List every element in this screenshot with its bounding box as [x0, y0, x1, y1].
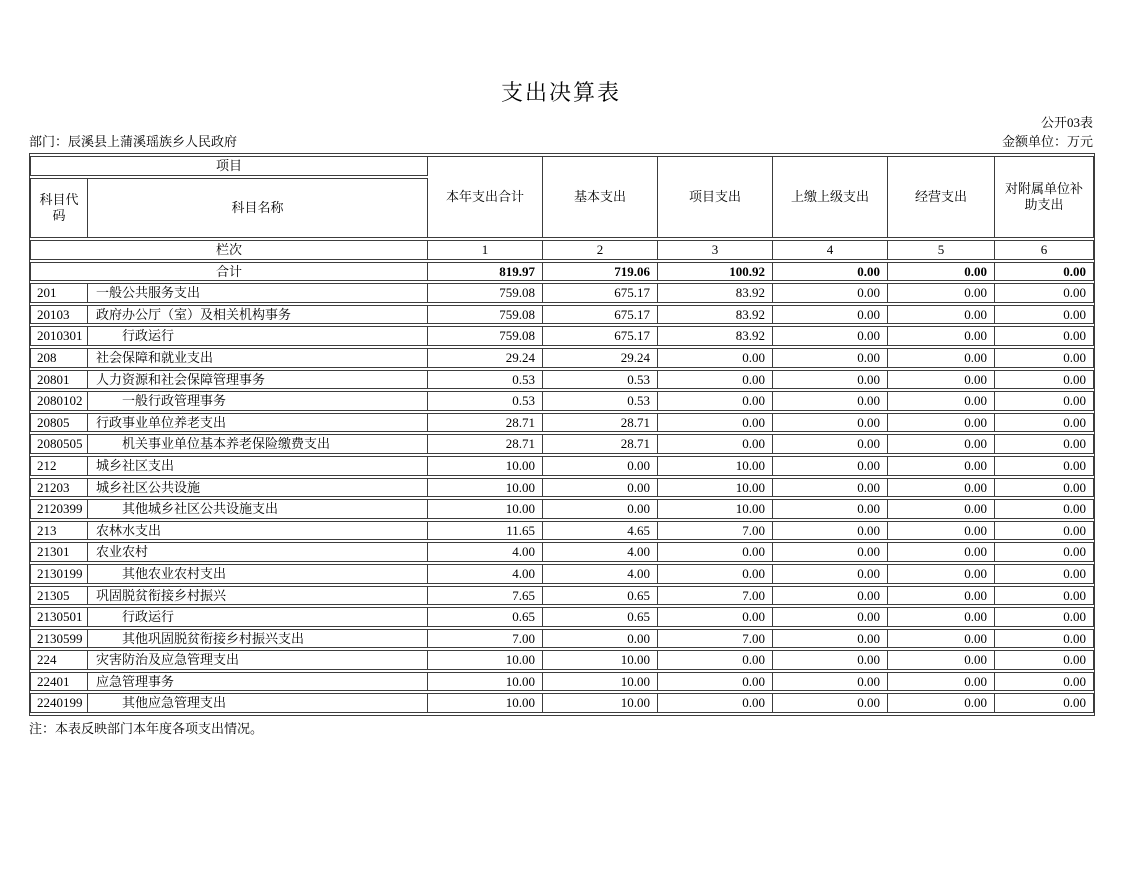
column-index-row	[30, 240, 1094, 260]
expenditure-table	[29, 153, 1095, 716]
amount-subsidy: 0.00	[995, 650, 1094, 670]
amount-basic: 4.00	[543, 564, 658, 584]
subject-name: 农业农村	[88, 542, 428, 562]
table-row	[30, 586, 1094, 606]
subject-code: 2120399	[30, 499, 88, 519]
amount-operating: 0.00	[888, 564, 995, 584]
amount-operating: 0.00	[888, 305, 995, 325]
lanci-4: 4	[773, 240, 888, 260]
amount-upper: 0.00	[773, 456, 888, 476]
amount-total: 0.65	[428, 607, 543, 627]
amount-operating: 0.00	[888, 370, 995, 390]
table-body	[30, 283, 1094, 713]
total-amount-operating: 0.00	[888, 262, 995, 282]
amount-subsidy: 0.00	[995, 542, 1094, 562]
amount-total: 10.00	[428, 478, 543, 498]
unit-label: 金额单位：万元	[1001, 134, 1093, 149]
amount-project: 0.00	[658, 650, 773, 670]
amount-subsidy: 0.00	[995, 629, 1094, 649]
amount-upper: 0.00	[773, 672, 888, 692]
subject-code: 201	[30, 283, 88, 303]
col-header-basic: 基本支出	[543, 156, 658, 238]
amount-basic: 0.65	[543, 586, 658, 606]
amount-operating: 0.00	[888, 283, 995, 303]
subject-name: 其他巩固脱贫衔接乡村振兴支出	[88, 629, 428, 649]
amount-subsidy: 0.00	[995, 305, 1094, 325]
amount-project: 0.00	[658, 413, 773, 433]
amount-project: 10.00	[658, 456, 773, 476]
amount-basic: 28.71	[543, 434, 658, 454]
amount-project: 83.92	[658, 305, 773, 325]
amount-basic: 675.17	[543, 305, 658, 325]
subject-code: 2080102	[30, 391, 88, 411]
subject-code: 213	[30, 521, 88, 541]
table-row	[30, 693, 1094, 713]
amount-upper: 0.00	[773, 370, 888, 390]
amount-subsidy: 0.00	[995, 521, 1094, 541]
amount-operating: 0.00	[888, 456, 995, 476]
amount-total: 28.71	[428, 434, 543, 454]
amount-operating: 0.00	[888, 413, 995, 433]
subject-name: 人力资源和社会保障管理事务	[88, 370, 428, 390]
amount-subsidy: 0.00	[995, 348, 1094, 368]
amount-operating: 0.00	[888, 607, 995, 627]
table-row	[30, 283, 1094, 303]
lanci-3: 3	[658, 240, 773, 260]
amount-operating: 0.00	[888, 348, 995, 368]
amount-project: 10.00	[658, 499, 773, 519]
amount-total: 28.71	[428, 413, 543, 433]
amount-project: 83.92	[658, 283, 773, 303]
amount-operating: 0.00	[888, 542, 995, 562]
meta-row	[29, 113, 1093, 151]
total-amount-subsidy: 0.00	[995, 262, 1094, 282]
amount-basic: 10.00	[543, 672, 658, 692]
amount-subsidy: 0.00	[995, 499, 1094, 519]
amount-basic: 0.00	[543, 629, 658, 649]
amount-total: 0.53	[428, 370, 543, 390]
table-row	[30, 499, 1094, 519]
subject-code: 2010301	[30, 326, 88, 346]
subject-name: 行政运行	[88, 326, 428, 346]
amount-total: 4.00	[428, 542, 543, 562]
subject-code-header: 科目代码	[30, 178, 88, 238]
subject-code: 2240199	[30, 693, 88, 713]
amount-basic: 0.65	[543, 607, 658, 627]
page-title: 支出决算表	[500, 80, 621, 105]
table-row	[30, 672, 1094, 692]
col-header-operating: 经营支出	[888, 156, 995, 238]
amount-total: 10.00	[428, 672, 543, 692]
amount-total: 29.24	[428, 348, 543, 368]
amount-subsidy: 0.00	[995, 434, 1094, 454]
amount-upper: 0.00	[773, 326, 888, 346]
lanci-2: 2	[543, 240, 658, 260]
total-amount-upper: 0.00	[773, 262, 888, 282]
amount-total: 7.65	[428, 586, 543, 606]
amount-total: 759.08	[428, 305, 543, 325]
lanci-1: 1	[428, 240, 543, 260]
amount-operating: 0.00	[888, 326, 995, 346]
total-amount-total: 819.97	[428, 262, 543, 282]
amount-upper: 0.00	[773, 499, 888, 519]
col-header-upper: 上缴上级支出	[773, 156, 888, 238]
lanci-label: 栏次	[30, 240, 428, 260]
amount-operating: 0.00	[888, 434, 995, 454]
subject-code: 2130599	[30, 629, 88, 649]
amount-operating: 0.00	[888, 521, 995, 541]
table-row	[30, 391, 1094, 411]
subject-code: 20103	[30, 305, 88, 325]
amount-project: 7.00	[658, 629, 773, 649]
amount-project: 10.00	[658, 478, 773, 498]
total-row	[30, 262, 1094, 282]
table-row	[30, 456, 1094, 476]
amount-total: 7.00	[428, 629, 543, 649]
amount-upper: 0.00	[773, 586, 888, 606]
subject-code: 224	[30, 650, 88, 670]
amount-upper: 0.00	[773, 629, 888, 649]
amount-basic: 10.00	[543, 693, 658, 713]
amount-total: 4.00	[428, 564, 543, 584]
amount-basic: 0.53	[543, 370, 658, 390]
amount-basic: 0.00	[543, 499, 658, 519]
subject-code: 208	[30, 348, 88, 368]
table-row	[30, 370, 1094, 390]
subject-name: 灾害防治及应急管理支出	[88, 650, 428, 670]
amount-subsidy: 0.00	[995, 672, 1094, 692]
table-row	[30, 521, 1094, 541]
amount-basic: 29.24	[543, 348, 658, 368]
subject-name: 其他应急管理支出	[88, 693, 428, 713]
amount-project: 0.00	[658, 693, 773, 713]
subject-code: 2130501	[30, 607, 88, 627]
subject-name: 巩固脱贫衔接乡村振兴	[88, 586, 428, 606]
col-header-project-exp: 项目支出	[658, 156, 773, 238]
subject-code: 20801	[30, 370, 88, 390]
amount-subsidy: 0.00	[995, 586, 1094, 606]
subject-name: 城乡社区公共设施	[88, 478, 428, 498]
amount-upper: 0.00	[773, 607, 888, 627]
col-header-subsidy: 对附属单位补助支出	[995, 156, 1094, 238]
amount-basic: 675.17	[543, 283, 658, 303]
amount-upper: 0.00	[773, 413, 888, 433]
col-header-total: 本年支出合计	[428, 156, 543, 238]
table-row	[30, 629, 1094, 649]
amount-subsidy: 0.00	[995, 564, 1094, 584]
amount-upper: 0.00	[773, 521, 888, 541]
amount-subsidy: 0.00	[995, 391, 1094, 411]
total-label: 合计	[30, 262, 428, 282]
subject-code: 20805	[30, 413, 88, 433]
subject-name: 行政运行	[88, 607, 428, 627]
subject-code: 21301	[30, 542, 88, 562]
amount-operating: 0.00	[888, 391, 995, 411]
amount-project: 0.00	[658, 672, 773, 692]
amount-project: 7.00	[658, 521, 773, 541]
subject-name: 应急管理事务	[88, 672, 428, 692]
amount-upper: 0.00	[773, 391, 888, 411]
table-row	[30, 434, 1094, 454]
table-row	[30, 564, 1094, 584]
subject-code: 22401	[30, 672, 88, 692]
subject-name: 社会保障和就业支出	[88, 348, 428, 368]
subject-name: 城乡社区支出	[88, 456, 428, 476]
amount-subsidy: 0.00	[995, 326, 1094, 346]
table-row	[30, 413, 1094, 433]
amount-operating: 0.00	[888, 499, 995, 519]
amount-subsidy: 0.00	[995, 456, 1094, 476]
amount-operating: 0.00	[888, 478, 995, 498]
amount-total: 10.00	[428, 499, 543, 519]
amount-operating: 0.00	[888, 650, 995, 670]
lanci-6: 6	[995, 240, 1094, 260]
amount-project: 0.00	[658, 434, 773, 454]
amount-operating: 0.00	[888, 629, 995, 649]
amount-basic: 675.17	[543, 326, 658, 346]
amount-operating: 0.00	[888, 586, 995, 606]
table-row	[30, 478, 1094, 498]
subject-code: 21203	[30, 478, 88, 498]
amount-project: 0.00	[658, 564, 773, 584]
amount-project: 0.00	[658, 542, 773, 562]
amount-upper: 0.00	[773, 434, 888, 454]
document-page	[0, 76, 1122, 738]
table-row	[30, 650, 1094, 670]
amount-total: 11.65	[428, 521, 543, 541]
amount-upper: 0.00	[773, 348, 888, 368]
amount-upper: 0.00	[773, 564, 888, 584]
table-row	[30, 305, 1094, 325]
header-row-project	[30, 156, 1094, 176]
footnote: 注：本表反映部门本年度各项支出情况。	[29, 721, 264, 737]
department-label: 部门：辰溪县上蒲溪瑶族乡人民政府	[29, 134, 238, 149]
amount-basic: 10.00	[543, 650, 658, 670]
amount-total: 10.00	[428, 693, 543, 713]
amount-subsidy: 0.00	[995, 283, 1094, 303]
amount-project: 0.00	[658, 391, 773, 411]
amount-operating: 0.00	[888, 693, 995, 713]
total-amount-basic: 719.06	[543, 262, 658, 282]
table-head-block	[30, 156, 1094, 281]
subject-name: 农林水支出	[88, 521, 428, 541]
amount-operating: 0.00	[888, 672, 995, 692]
amount-subsidy: 0.00	[995, 693, 1094, 713]
subject-code: 2130199	[30, 564, 88, 584]
amount-total: 759.08	[428, 326, 543, 346]
amount-subsidy: 0.00	[995, 370, 1094, 390]
amount-basic: 4.65	[543, 521, 658, 541]
amount-total: 10.00	[428, 456, 543, 476]
subject-name: 其他城乡社区公共设施支出	[88, 499, 428, 519]
amount-upper: 0.00	[773, 478, 888, 498]
amount-basic: 28.71	[543, 413, 658, 433]
table-row	[30, 326, 1094, 346]
meta-right	[1002, 113, 1093, 151]
amount-upper: 0.00	[773, 283, 888, 303]
subject-name: 行政事业单位养老支出	[88, 413, 428, 433]
project-group-header: 项目	[30, 156, 428, 176]
lanci-5: 5	[888, 240, 995, 260]
amount-total: 0.53	[428, 391, 543, 411]
total-amount-project: 100.92	[658, 262, 773, 282]
amount-project: 0.00	[658, 607, 773, 627]
sheet-code-label: 公开03表	[1040, 115, 1093, 130]
amount-upper: 0.00	[773, 542, 888, 562]
amount-basic: 0.00	[543, 478, 658, 498]
subject-code: 212	[30, 456, 88, 476]
subject-code: 2080505	[30, 434, 88, 454]
subject-name: 一般行政管理事务	[88, 391, 428, 411]
subject-name: 一般公共服务支出	[88, 283, 428, 303]
amount-subsidy: 0.00	[995, 478, 1094, 498]
subject-code: 21305	[30, 586, 88, 606]
amount-project: 83.92	[658, 326, 773, 346]
subject-name: 其他农业农村支出	[88, 564, 428, 584]
table-row	[30, 607, 1094, 627]
amount-project: 0.00	[658, 370, 773, 390]
amount-project: 7.00	[658, 586, 773, 606]
amount-subsidy: 0.00	[995, 413, 1094, 433]
amount-basic: 4.00	[543, 542, 658, 562]
subject-name-header: 科目名称	[88, 178, 428, 238]
amount-basic: 0.53	[543, 391, 658, 411]
amount-project: 0.00	[658, 348, 773, 368]
amount-total: 759.08	[428, 283, 543, 303]
amount-subsidy: 0.00	[995, 607, 1094, 627]
amount-basic: 0.00	[543, 456, 658, 476]
amount-upper: 0.00	[773, 305, 888, 325]
subject-name: 机关事业单位基本养老保险缴费支出	[88, 434, 428, 454]
amount-upper: 0.00	[773, 693, 888, 713]
amount-total: 10.00	[428, 650, 543, 670]
amount-upper: 0.00	[773, 650, 888, 670]
table-row	[30, 348, 1094, 368]
table-row	[30, 542, 1094, 562]
subject-name: 政府办公厅（室）及相关机构事务	[88, 305, 428, 325]
